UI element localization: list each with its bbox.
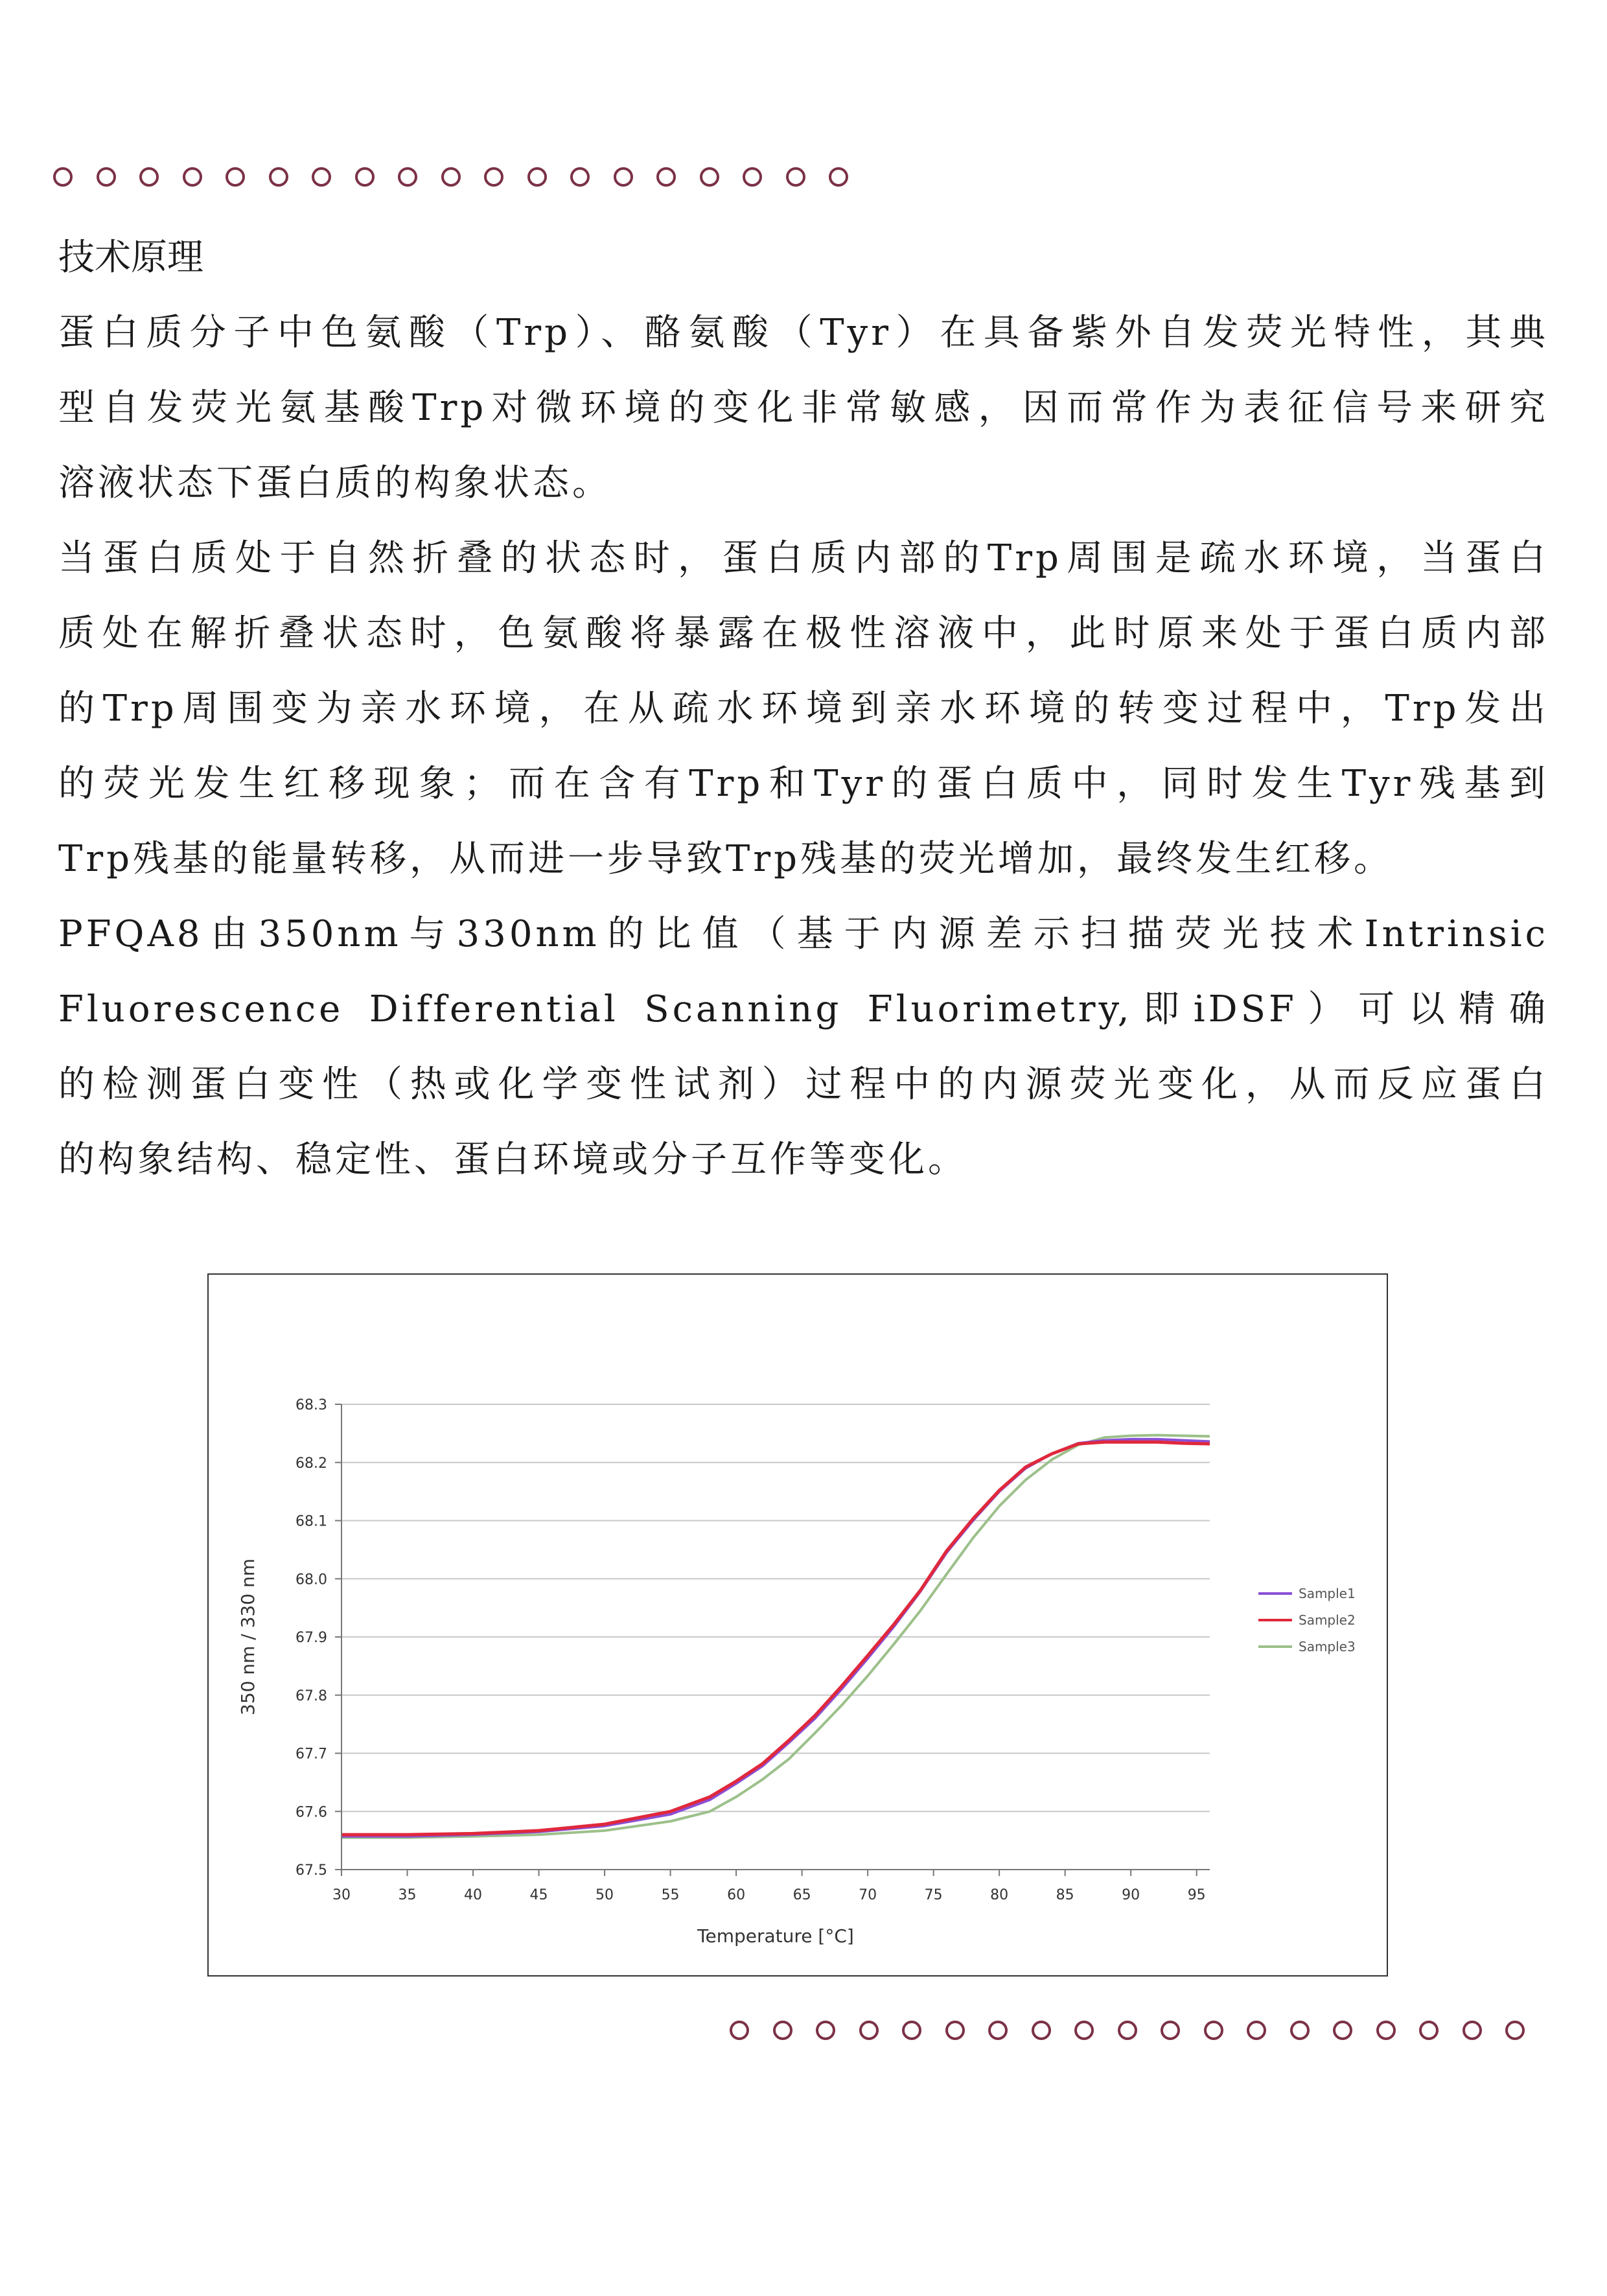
decorative-dot (1505, 2021, 1525, 2040)
decorative-dot (570, 167, 590, 187)
y-axis-title: 350 nm / 330 nm (237, 1559, 259, 1715)
y-tick-label: 67.6 (295, 1804, 327, 1821)
decorative-dot (988, 2021, 1008, 2040)
x-tick-label: 70 (859, 1887, 877, 1903)
legend-entry: Sample1 (1299, 1586, 1356, 1601)
decorative-dot (1247, 2021, 1266, 2040)
y-tick-label: 67.7 (295, 1746, 327, 1763)
decorative-dot (1032, 2021, 1051, 2040)
decorative-dot (97, 167, 116, 187)
decorative-dot (773, 2021, 792, 2040)
principle-section (58, 220, 1549, 1198)
decorative-dot (1161, 2021, 1180, 2040)
paragraph-line: Trp残基的能量转移，从而进一步导致Trp残基的荧光增加，最终发生红移。 (58, 838, 1393, 880)
x-tick-label: 60 (727, 1887, 746, 1903)
paragraph-line: Fluorescence Differential Scanning Fluorimetry,即iDSF）可以精确 (58, 988, 1549, 1030)
paragraph-line: PFQA8由350nm与330nm的比值（基于内源差示扫描荧光技术Intrinsic (58, 913, 1549, 955)
decorative-dot (902, 2021, 921, 2040)
y-tick-label: 68.0 (295, 1571, 327, 1588)
paragraph-line: 溶液状态下蛋白质的构象状态。 (58, 462, 612, 504)
y-tick-label: 68.1 (295, 1513, 327, 1530)
decorative-dot (527, 167, 547, 187)
decorative-dot (730, 2021, 749, 2040)
x-tick-label: 45 (529, 1887, 548, 1903)
decorative-dot (269, 167, 288, 187)
decorative-dot (225, 167, 245, 187)
x-tick-label: 35 (398, 1887, 417, 1903)
y-tick-label: 67.9 (295, 1630, 327, 1646)
series-line-sample2 (341, 1442, 1210, 1835)
decorative-dot (1074, 2021, 1094, 2040)
chart-canvas (209, 1275, 1387, 1975)
section-heading: 技术原理 (58, 237, 203, 279)
decorative-dot (786, 167, 805, 187)
y-tick-label: 67.8 (295, 1687, 327, 1704)
x-tick-label: 85 (1056, 1887, 1074, 1903)
decorative-dot (859, 2021, 879, 2040)
decorative-dot (656, 167, 676, 187)
decorative-dot (1290, 2021, 1310, 2040)
decorative-dot (700, 167, 719, 187)
decorative-dot (816, 2021, 835, 2040)
paragraph-2 (58, 521, 1549, 897)
paragraph-1 (58, 296, 1549, 521)
x-tick-label: 75 (924, 1887, 943, 1903)
y-tick-label: 68.2 (295, 1455, 327, 1472)
y-tick-label: 68.3 (295, 1397, 327, 1413)
x-tick-label: 55 (661, 1887, 680, 1903)
x-tick-label: 40 (464, 1887, 483, 1903)
series-line-sample1 (341, 1439, 1210, 1837)
decorative-dot (1333, 2021, 1352, 2040)
bottom-dot-divider (730, 2021, 1540, 2047)
chart-legend (1258, 1586, 1356, 1654)
chart-gridlines (341, 1404, 1210, 1870)
decorative-dot (614, 167, 633, 187)
paragraph-line: 当蛋白质处于自然折叠的状态时，蛋白质内部的Trp周围是疏水环境，当蛋白 (58, 537, 1549, 579)
legend-entry: Sample3 (1299, 1639, 1356, 1654)
legend-entry: Sample2 (1299, 1612, 1356, 1628)
decorative-dot (53, 167, 73, 187)
paragraph-line: 的荧光发生红移现象；而在含有Trp和Tyr的蛋白质中，同时发生Tyr残基到 (58, 763, 1549, 805)
paragraph-line: 蛋白质分子中色氨酸（Trp）、酪氨酸（Tyr）在具备紫外自发荧光特性，其典 (58, 312, 1549, 354)
decorative-dot (1204, 2021, 1223, 2040)
decorative-dot (312, 167, 331, 187)
paragraph-line: 的构象结构、稳定性、蛋白环境或分子互作等变化。 (58, 1139, 967, 1181)
x-tick-label: 30 (332, 1887, 351, 1903)
x-tick-label: 90 (1122, 1887, 1140, 1903)
decorative-dot (743, 167, 762, 187)
x-tick-label: 65 (792, 1887, 811, 1903)
paragraph-line: 的检测蛋白变性（热或化学变性试剂）过程中的内源荧光变化，从而反应蛋白 (58, 1063, 1549, 1106)
decorative-dot (139, 167, 159, 187)
paragraph-3 (58, 897, 1549, 1198)
idsf-chart (207, 1273, 1388, 1977)
top-dot-divider (53, 167, 863, 193)
decorative-dot (1376, 2021, 1396, 2040)
decorative-dot (484, 167, 503, 187)
x-tick-label: 50 (595, 1887, 614, 1903)
decorative-dot (1419, 2021, 1439, 2040)
x-tick-label: 80 (990, 1887, 1009, 1903)
decorative-dot (441, 167, 461, 187)
decorative-dot (1118, 2021, 1137, 2040)
x-axis-title: Temperature [°C] (697, 1925, 854, 1947)
paragraph-line: 型自发荧光氨基酸Trp对微环境的变化非常敏感，因而常作为表征信号来研究 (58, 387, 1549, 429)
decorative-dot (1462, 2021, 1482, 2040)
decorative-dot (398, 167, 417, 187)
paragraph-line: 的Trp周围变为亲水环境，在从疏水环境到亲水环境的转变过程中，Trp发出 (58, 688, 1549, 730)
paragraph-line: 质处在解折叠状态时，色氨酸将暴露在极性溶液中，此时原来处于蛋白质内部 (58, 612, 1549, 655)
decorative-dot (183, 167, 202, 187)
decorative-dot (829, 167, 848, 187)
chart-axes (295, 1397, 1210, 1903)
decorative-dot (355, 167, 375, 187)
x-tick-label: 95 (1187, 1887, 1206, 1903)
decorative-dot (945, 2021, 965, 2040)
y-tick-label: 67.5 (295, 1862, 327, 1879)
